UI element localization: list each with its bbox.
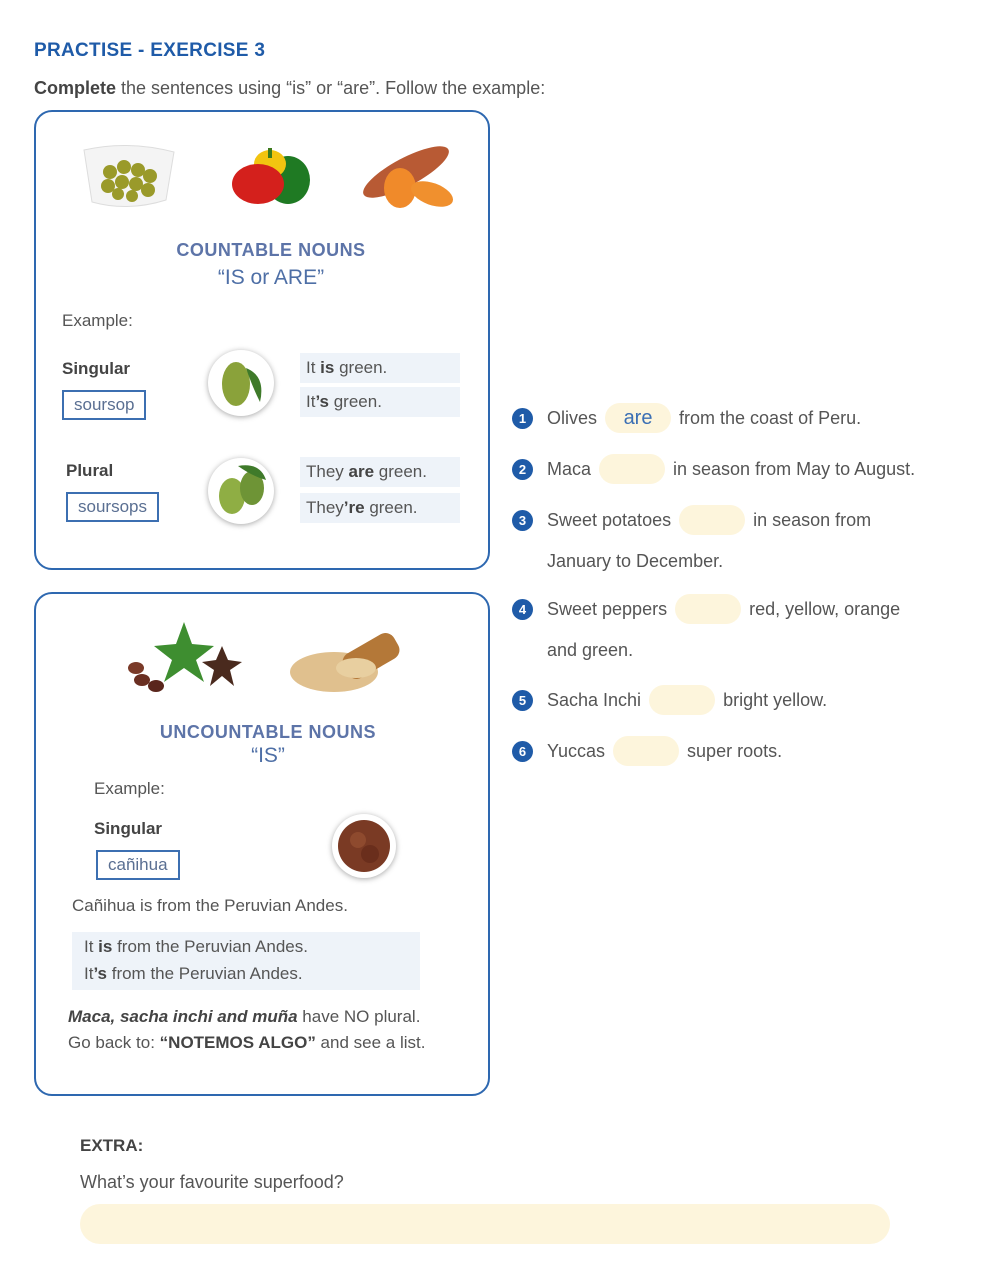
uncountable-subheading: “IS” [251, 744, 285, 767]
uncountable-singular-label: Singular [94, 819, 163, 838]
uncountable-s2-pre: It [84, 964, 94, 983]
question-text-before: Sacha Inchi [547, 689, 642, 710]
note-italic: Maca, sacha inchi and muña [68, 1007, 298, 1026]
peppers-image [228, 142, 328, 212]
canihua-sentence: Cañihua is from the Peruvian Andes. [72, 896, 348, 915]
countable-subheading: “IS or ARE” [217, 266, 325, 289]
instructions [34, 78, 545, 99]
question-number: 4 [512, 599, 533, 620]
uncountable-s2-bold: ’s [93, 964, 107, 983]
singular-s1-post: green. [334, 358, 388, 377]
singular-s1-bold: is [320, 358, 335, 377]
question-row [512, 454, 915, 484]
countable-heading: COUNTABLE NOUNS [176, 240, 366, 260]
answer-blank[interactable] [599, 454, 665, 484]
note-end: and see a list. [315, 1033, 426, 1052]
question-row [512, 505, 871, 535]
answer-blank[interactable] [649, 685, 715, 715]
singular-s2-post: green. [329, 392, 382, 411]
uncountable-s1-bold: is [98, 937, 113, 956]
plural-sentence-1 [300, 457, 460, 487]
countable-nouns-card [34, 110, 490, 570]
sacha-inchi-image [122, 616, 248, 696]
question-text-after: red, yellow, orange [749, 598, 901, 619]
singular-word-box: soursop [62, 390, 146, 420]
question-row [512, 736, 782, 766]
uncountable-s2-post: from the Peruvian Andes. [107, 964, 303, 983]
question-text-before: Olives [547, 407, 598, 428]
maca-powder-image [286, 628, 410, 700]
question-text-after: in season from [753, 509, 872, 530]
page-title: PRACTISE - EXERCISE 3 [34, 40, 266, 61]
plural-s2-pre: They [306, 498, 344, 517]
singular-sentence-1 [300, 353, 460, 383]
instructions-rest: the sentences using “is” or “are”. Follow the example: [116, 78, 546, 98]
singular-label: Singular [62, 359, 131, 378]
uncountable-s1-post: from the Peruvian Andes. [112, 937, 308, 956]
question-text-after: bright yellow. [723, 689, 828, 710]
instructions-bold: Complete [34, 78, 117, 98]
sweet-potatoes-image [348, 136, 460, 216]
uncountable-s1 [84, 934, 308, 960]
singular-s2-pre: It [306, 392, 316, 411]
question-text-before: Sweet peppers [547, 598, 668, 619]
question-number: 2 [512, 459, 533, 480]
question-row [512, 403, 861, 433]
question-number: 5 [512, 690, 533, 711]
plural-sentence-2 [300, 493, 460, 523]
canihua-word-box: cañihua [96, 850, 180, 880]
question-number: 3 [512, 510, 533, 531]
question-text-before: Yuccas [547, 740, 606, 761]
answer-blank[interactable] [613, 736, 679, 766]
extra-answer-field[interactable] [80, 1204, 890, 1244]
singular-s1-pre: It [306, 358, 321, 377]
question-text-after: super roots. [687, 740, 783, 761]
question-row [512, 685, 827, 715]
plural-s2-post: green. [364, 498, 418, 517]
question-row [512, 594, 900, 624]
question-continuation: January to December. [547, 551, 724, 571]
question-number: 1 [512, 408, 533, 429]
uncountable-example-label: Example: [94, 779, 165, 798]
note-bold: “NOTEMOS ALGO” [159, 1033, 316, 1052]
no-plural-note [68, 1004, 428, 1056]
plural-s1-pre: They [306, 462, 349, 481]
question-text-after: in season from May to August. [673, 458, 916, 479]
answer-blank[interactable] [679, 505, 745, 535]
singular-sentence-2 [300, 387, 460, 417]
question-text-before: Maca [547, 458, 592, 479]
note-mid: have NO plural. Go back to: [68, 1007, 421, 1052]
question-text-before: Sweet potatoes [547, 509, 672, 530]
uncountable-s2 [84, 961, 303, 987]
question-text-after: from the coast of Peru. [679, 407, 862, 428]
soursops-image [208, 458, 274, 524]
plural-s1-bold: are [348, 462, 375, 481]
soursop-image [208, 350, 274, 416]
singular-s2-bold: ’s [315, 392, 329, 411]
countable-example-label: Example: [62, 311, 133, 330]
question-number: 6 [512, 741, 533, 762]
plural-word-box: soursops [66, 492, 159, 522]
olives-bowl-image [78, 142, 178, 212]
answer-blank[interactable]: are [605, 403, 671, 433]
question-continuation: and green. [547, 640, 634, 660]
canihua-image [332, 814, 396, 878]
answer-blank[interactable] [675, 594, 741, 624]
plural-s2-bold: ’re [343, 498, 365, 517]
plural-s1-post: green. [374, 462, 427, 481]
extra-question: What’s your favourite superfood? [80, 1172, 344, 1192]
extra-heading: EXTRA: [80, 1136, 144, 1155]
uncountable-sentence-box [72, 932, 420, 990]
uncountable-s1-pre: It [84, 937, 99, 956]
plural-label: Plural [66, 461, 114, 480]
uncountable-heading: UNCOUNTABLE NOUNS [159, 722, 377, 742]
